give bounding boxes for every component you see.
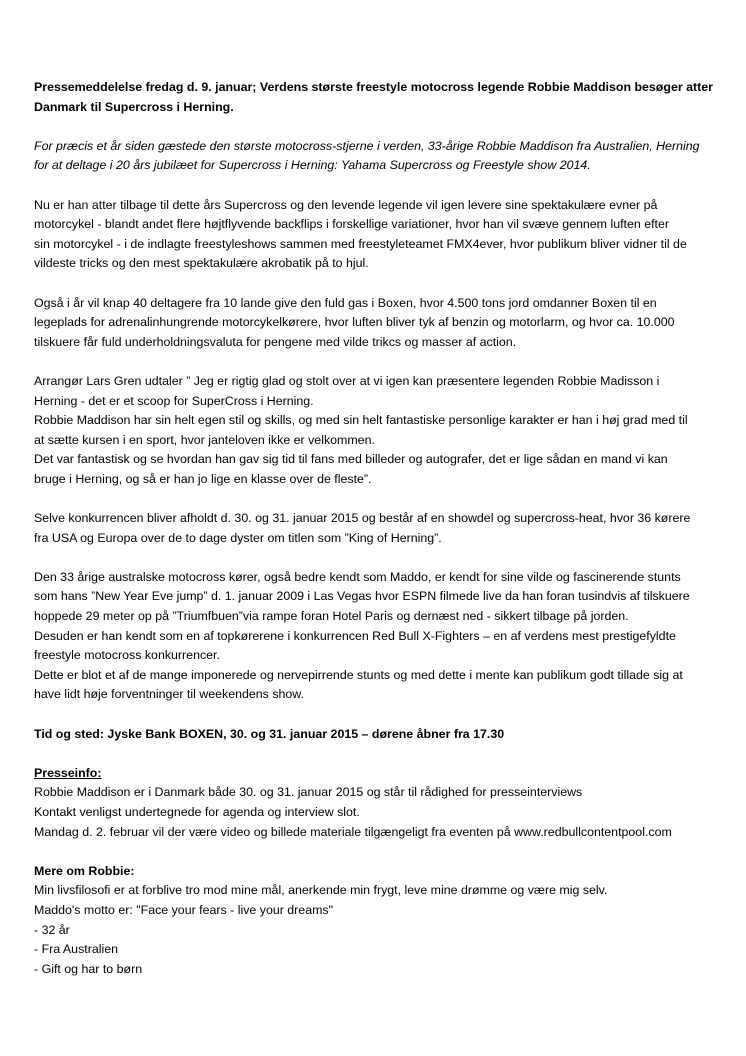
paragraph-line: have lidt høje forventninger til weekendens show. [34, 687, 304, 702]
more-about-section [34, 862, 714, 980]
paragraph-line: Herning - det er et scoop for SuperCross i Herning. [34, 393, 314, 408]
press-info-section [34, 764, 714, 842]
paragraph-line: Det var fantastisk og se hvordan han gav sig tid til fans med billeder og autografer, det er lige sådan en mand vi kan [34, 452, 668, 467]
press-info-line: Kontakt venligst undertegnede for agenda og interview slot. [34, 804, 360, 819]
paragraph-return [34, 196, 714, 274]
paragraph-line: at sætte kursen i en sport, hvor janteloven ikke er velkommen. [34, 432, 375, 447]
paragraph-line: Den 33 årige australske motocross kører, også bedre kendt som Maddo, er kendt for sine vilde og fascinerende stunts [34, 569, 681, 584]
paragraph-competition [34, 509, 714, 548]
headline-line: Danmark til Supercross i Herning. [34, 99, 234, 114]
paragraph-line: som hans ”New Year Eve jump” d. 1. januar 2009 i Las Vegas hvor ESPN filmede live da han foran tusindvis af tilskuere [34, 589, 690, 604]
more-about-heading: Mere om Robbie: [34, 863, 135, 878]
press-release-body [34, 78, 714, 979]
paragraph-line: motorcykel - blandt andet flere højtflyvende backflips i forskellige variationer, hvor han vil svæve gennem luften efter [34, 217, 669, 232]
more-about-line: Maddo's motto er: "Face your fears - live your dreams" [34, 902, 334, 917]
paragraph-line: fra USA og Europa over de to dage dyster om titlen som ”King of Herning”. [34, 530, 442, 545]
time-and-place: Tid og sted: Jyske Bank BOXEN, 30. og 31. januar 2015 – dørene åbner fra 17.30 [34, 726, 505, 741]
paragraph-line: legeplads for adrenalinhungrende motorcykelkørere, hvor luften bliver tyk af benzin og motorlarm, og hvor ca. 10.000 [34, 315, 675, 330]
press-info-line: Robbie Maddison er i Danmark både 30. og 31. januar 2015 og står til rådighed for presseinterviews [34, 785, 583, 800]
paragraph-quote [34, 372, 714, 490]
paragraph-line: Nu er han atter tilbage til dette års Supercross og den levende legende vil igen levere sine spektakulære evner på [34, 197, 658, 212]
paragraph-line: tilskuere får fuld underholdningsvaluta for pengene med vilde trikcs og masser af action. [34, 334, 517, 349]
paragraph-line: Arrangør Lars Gren udtaler ” Jeg er rigtig glad og stolt over at vi igen kan præsentere legenden Robbie Madisson i [34, 373, 660, 388]
list-item: - 32 år [34, 922, 70, 937]
paragraph-line: Selve konkurrencen bliver afholdt d. 30. og 31. januar 2015 og består af en showdel og supercross-heat, hvor 36 kørere [34, 511, 691, 526]
list-item: - Gift og har to børn [34, 961, 143, 976]
intro-paragraph [34, 137, 714, 176]
paragraph-line: Robbie Maddison har sin helt egen stil og skills, og med sin helt fantastiske personlige karakter er han i høj grad med til [34, 413, 688, 428]
headline-line: Pressemeddelelse fredag d. 9. januar; Verdens største freestyle motocross legende Robbie Maddison besøger atter [34, 80, 713, 94]
more-about-line: Min livsfilosofi er at forblive tro mod mine mål, anerkende min frygt, leve mine drømme og være mig selv. [34, 883, 608, 898]
paragraph-line: hoppede 29 meter op på ”Triumfbuen”via rampe foran Hotel Paris og dernæst ned - sikkert tilbage på jorden. [34, 609, 629, 624]
intro-line: for at deltage i 20 års jubilæet for Supercross i Herning: Yahama Supercross og Freestyle show 2014. [34, 158, 591, 173]
paragraph-line: Desuden er han kendt som en af topkørerene i konkurrencen Red Bull X-Fighters – en af verdens mest prestigefyldte [34, 628, 676, 643]
paragraph-line: Dette er blot et af de mange imponerede og nervepirrende stunts og med dette i mente kan publikum godt tillade sig at [34, 667, 683, 682]
paragraph-stunts [34, 568, 714, 705]
paragraph-line: bruge i Herning, og så er han jo lige en klasse over de fleste”. [34, 471, 372, 486]
paragraph-line: vildeste tricks og den mest spektakulære akrobatik på to hjul. [34, 256, 369, 271]
paragraph-line: Også i år vil knap 40 deltagere fra 10 lande give den fuld gas i Boxen, hvor 4.500 tons jord omdanner Boxen til en [34, 295, 657, 310]
headline [34, 78, 714, 117]
intro-line: For præcis et år siden gæstede den største motocross-stjerne i verden, 33-årige Robbie Maddison fra Australien, Herning [34, 138, 700, 153]
press-info-heading: Presseinfo: [34, 765, 102, 780]
list-item: - Fra Australien [34, 942, 119, 957]
paragraph-participants [34, 294, 714, 353]
press-info-line: Mandag d. 2. februar vil der være video og billede materiale tilgængeligt fra eventen på www.redbullcontentpool.com [34, 824, 672, 839]
paragraph-line: freestyle motocross konkurrencer. [34, 648, 220, 663]
paragraph-line: sin motorcykel - i de indlagte freestyleshows sammen med freestyleteamet FMX4ever, hvor publikum bliver vidner til de [34, 236, 687, 251]
